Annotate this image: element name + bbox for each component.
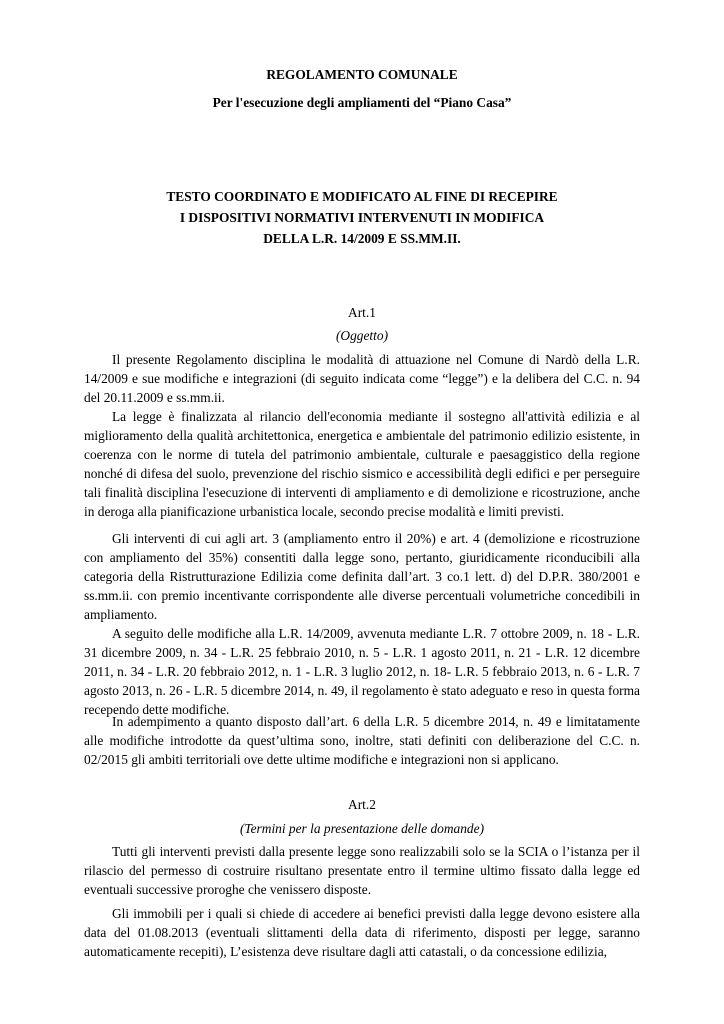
paragraph: Il presente Regolamento disciplina le modalità di attuazione nel Comune di Nardò della L.R. 14/2009 e sue modifiche e integrazioni (di seguito indicata come “legge”) e la delibera del C.C. n. 94 del 20.11.2009 e ss.mm.ii. <box>84 352 640 405</box>
paragraph: Gli interventi di cui agli art. 3 (ampliamento entro il 20%) e art. 4 (demolizione e ricostruzione con ampliamento del 35%) consentiti dalla legge sono, pertanto, giuridicamente riconducibili alla categoria della Ristrutturazione Edilizia come definita dall’art. 3 co.1 lett. d) del D.P.R. 380/2001 e ss.mm.ii. con premio incentivante corrispondente alle diverse percentuali volumetriche concedibili in ampliamento. <box>84 531 640 622</box>
paragraph: La legge è finalizzata al rilancio dell'economia mediante il sostegno all'attività edilizia e al miglioramento della qualità architettonica, energetica e ambientale del patrimonio edilizio esistente, in coerenza con le norme di tutela del patrimonio ambientale, culturale e paesaggistico della regione nonché di difesa del suolo, prevenzione del rischio sismico e accessibilità degli edifici e per perseguire tali finalità disciplina l'esecuzione di interventi di ampliamento e di demolizione e ricostruzione, anche in deroga alla pianificazione urbanistica locale, secondo precise modalità e limiti previsti. <box>84 409 640 519</box>
document-subtitle-line-3: DELLA L.R. 14/2009 E SS.MM.II. <box>263 231 461 246</box>
article-number: Art.1 <box>348 305 376 320</box>
document-subtitle-line-1: TESTO COORDINATO E MODIFICATO AL FINE DI RECEPIRE <box>166 189 558 204</box>
document-title-subline: Per l'esecuzione degli ampliamenti del “Piano Casa” <box>212 95 512 110</box>
article-heading: (Oggetto) <box>335 328 389 343</box>
paragraph: A seguito delle modifiche alla L.R. 14/2009, avvenuta mediante L.R. 7 ottobre 2009, n. 18 - L.R. 31 dicembre 2009, n. 34 - L.R. 25 febbraio 2010, n. 5 - L.R. 1 agosto 2011, n. 21 - L.R. 12 dicembre 2011, n. 34 - L.R. 20 febbraio 2012, n. 1 - L.R. 3 luglio 2012, n. 18- L.R. 5 febbraio 2013, n. 6 - L.R. 7 agosto 2013, n. 26 - L.R. 5 dicembre 2014, n. 49, il regolamento è stato adeguato e reso in questa forma recependo dette modifiche. <box>84 626 640 717</box>
paragraph: Gli immobili per i quali si chiede di accedere ai benefici previsti dalla legge devono esistere alla data del 01.08.2013 (eventuali slittamenti della data di riferimento, disposti per legge, saranno automaticamente recepiti), L’esistenza deve risultare dagli atti catastali, o da concessione edilizia, <box>84 906 640 959</box>
paragraph: In adempimento a quanto disposto dall’art. 6 della L.R. 5 dicembre 2014, n. 49 e limitatamente alle modifiche introdotte da quest’ultima sono, inoltre, stati definiti con deliberazione del C.C. n. 02/2015 gli ambiti territoriali ove dette ultime modifiche e integrazioni non si applicano. <box>84 714 640 767</box>
document-subtitle-line-2: I DISPOSITIVI NORMATIVI INTERVENUTI IN MODIFICA <box>179 210 545 225</box>
document-title: REGOLAMENTO COMUNALE <box>266 67 458 82</box>
paragraph: Tutti gli interventi previsti dalla presente legge sono realizzabili solo se la SCIA o l’istanza per il rilascio del permesso di costruire risultano presentate entro il termine ultimo fissato dalla legge ed eventuali successive proroghe che venissero disposte. <box>84 844 640 897</box>
article-heading: (Termini per la presentazione delle domande) <box>239 821 485 836</box>
article-number: Art.2 <box>348 797 376 812</box>
